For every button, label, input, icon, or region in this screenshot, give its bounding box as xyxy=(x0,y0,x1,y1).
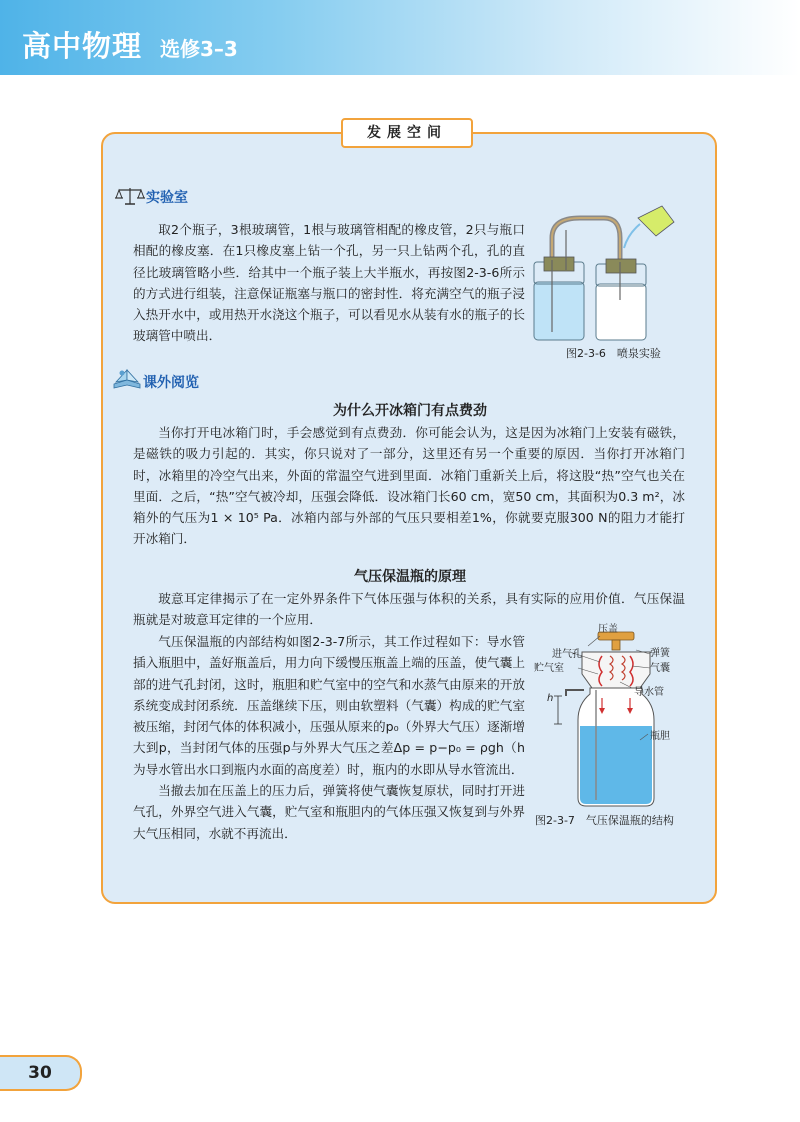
balance-scale-icon xyxy=(115,186,145,206)
article2-body xyxy=(133,631,525,844)
article1-text xyxy=(133,422,685,550)
lab-heading: 实验室 xyxy=(146,190,188,206)
label-h: h xyxy=(547,693,554,704)
article1-title: 为什么开冰箱门有点费劲 xyxy=(333,403,487,419)
label-spring: 弹簧 xyxy=(650,648,670,659)
fig-2-3-6-caption: 图2-3-6 喷泉实验 xyxy=(566,347,661,360)
lab-text xyxy=(133,219,525,347)
lab-paragraph: 取2个瓶子，3根玻璃管，1根与玻璃管相配的橡皮管，2只与瓶口相配的橡皮塞．在1只橡皮塞上钻一个孔，另一只上钻两个孔，孔的直径比玻璃管略小些．给其中一个瓶子装上大半瓶水，再按图2-3-6所示的方式进行组装，注意保证瓶塞与瓶口的密封性．将充满空气的瓶子浸入热开水中，或用热开水浇这个瓶子，可以看见水从装有水的瓶子的长玻璃管中喷出． xyxy=(133,222,525,344)
label-inlet: 进气孔 xyxy=(552,649,582,660)
reading-heading: 课外阅览 xyxy=(143,375,199,391)
book-subtitle: 选修3–3 xyxy=(160,37,238,61)
fountain-experiment-figure xyxy=(528,200,680,342)
article1-paragraph: 当你打开电冰箱门时，手会感觉到有点费劲．你可能会认为，这是因为冰箱门上安装有磁铁，是磁铁的吸力引起的．其实，你只说对了一部分，这里还有另一个重要的原因．当你打开冰箱门时，冰箱里的冷空气出来，外面的常温空气进到里面．冰箱门重新关上后，将这股“热”空气也关在里面．之后，“热”空气被冷却，压强会降低．设冰箱门长60 cm，宽50 cm，其面积为0.3 m²，冰箱外的气压为1 × 10⁵ Pa．冰箱内部与外部的气压只要相差1%，你就要克服300 N的阻力才能打开冰箱门． xyxy=(133,425,685,547)
label-chamber: 贮气室 xyxy=(534,663,564,674)
article2-paragraph-2: 气压保温瓶的内部结构如图2-3-7所示，其工作过程如下：导水管插入瓶胆中，盖好瓶盖后，用力向下缓慢压瓶盖上端的压盖，使气囊上部的进气孔封闭，这时，瓶胆和贮气室中的空气和水蒸气由原来的开放系统变成封闭系统．压盖继续下压，则由软塑料（气囊）构成的贮气室被压缩，封闭气体的体积减小，压强从原来的p₀（外界大气压）逐渐增大到p，当封闭气体的压强p与外界大气压之差Δp = p−p₀ = ρgh（h为导水管出水口到瓶内水面的高度差）时，瓶内的水即从导水管流出． xyxy=(133,634,525,777)
book-title: 高中物理 xyxy=(22,29,143,63)
page-header xyxy=(0,0,800,75)
article2-title: 气压保温瓶的原理 xyxy=(354,569,466,585)
box-title: 发展空间 xyxy=(341,118,473,148)
label-liner: 瓶胆 xyxy=(650,731,670,742)
open-book-icon xyxy=(112,366,142,390)
label-bag: 气囊 xyxy=(650,663,670,674)
article2-paragraph-3: 当撤去加在压盖上的压力后，弹簧将使气囊恢复原状，同时打开进气孔，外界空气进入气囊，贮气室和瓶胆内的气体压强又恢复到与外界大气压相同，水就不再流出． xyxy=(133,783,525,841)
label-cap: 压盖 xyxy=(598,624,618,635)
article2-paragraph-1: 玻意耳定律揭示了在一定外界条件下气体压强与体积的关系，具有实际的应用价值．气压保温瓶就是对玻意耳定律的一个应用． xyxy=(133,591,685,628)
page-number: 30 xyxy=(0,1055,82,1091)
label-pipe: 导水管 xyxy=(634,687,664,698)
fig-2-3-7-caption: 图2-3-7 气压保温瓶的结构 xyxy=(535,814,674,827)
